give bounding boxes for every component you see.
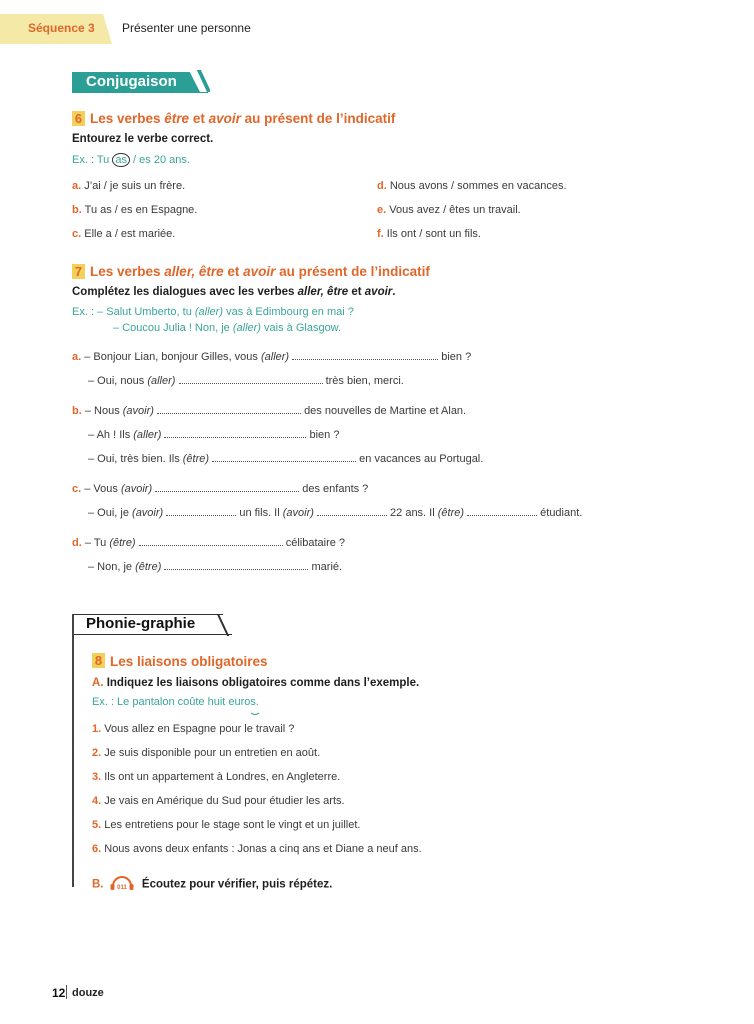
dialogue-a-line-1: a. – Bonjour Lian, bonjour Gilles, vous (aller) bien ? <box>72 351 472 363</box>
dialogue-a-line-2: – Oui, nous (aller) très bien, merci. <box>88 375 404 387</box>
dialogue-b-line-3: – Oui, très bien. Ils (être) en vacances au Portugal. <box>88 453 484 465</box>
exercise-6-item-a: a. J’ai / je suis un frère. <box>72 180 186 192</box>
dialogue-b-line-1: b. – Nous (avoir) des nouvelles de Martine et Alan. <box>72 405 467 417</box>
exercise-8-instruction-a: A. Indiquez les liaisons obligatoires comme dans l’exemple. <box>92 677 420 689</box>
blank-line[interactable] <box>164 560 308 570</box>
exercise-6-item-c: c. Elle a / est mariée. <box>72 228 176 240</box>
headphones-icon[interactable] <box>109 875 135 894</box>
conjugaison-banner-edge <box>196 70 210 92</box>
circled-answer: as <box>112 153 130 167</box>
blank-line[interactable] <box>166 506 236 516</box>
dialogue-c-line-2: – Oui, je (avoir) un fils. Il (avoir) 22 ans. Il (être) étudiant. <box>88 507 583 519</box>
blank-line[interactable] <box>317 506 387 516</box>
exercise-6-instruction: Entourez le verbe correct. <box>72 133 214 145</box>
phonie-side-rule <box>72 614 74 887</box>
exercise-6-item-f: f. Ils ont / sont un fils. <box>377 228 481 240</box>
exercise-6-item-b: b. Tu as / es en Espagne. <box>72 204 198 216</box>
dialogue-d-line-2: – Non, je (être) marié. <box>88 561 343 573</box>
blank-line[interactable] <box>179 374 323 384</box>
exercise-8-item-5: 5. Les entretiens pour le stage sont le vingt et un juillet. <box>92 819 361 831</box>
phonie-banner-edge <box>216 614 230 636</box>
exercise-6-title: Les verbes être et avoir au présent de l’indicatif <box>90 111 396 126</box>
exercise-6-item-d: d. Nous avons / sommes en vacances. <box>377 180 567 192</box>
blank-line[interactable] <box>157 404 301 414</box>
audio-track-number: 011 <box>116 885 127 891</box>
exercise-8-item-2: 2. Je suis disponible pour un entretien en août. <box>92 747 321 759</box>
exercise-8-number: 8 <box>92 653 105 668</box>
blank-line[interactable] <box>292 350 438 360</box>
exercise-8-item-6: 6. Nous avons deux enfants : Jonas a cinq ans et Diane a neuf ans. <box>92 843 422 855</box>
footer-divider <box>66 985 67 999</box>
conjugaison-rule <box>72 92 208 93</box>
exercise-8-instruction-b: B. 011 Écoutez pour vérifier, puis répétez. <box>92 875 332 894</box>
blank-line[interactable] <box>212 452 356 462</box>
exercise-8-item-3: 3. Ils ont un appartement à Londres, en Angleterre. <box>92 771 341 783</box>
page-number-word: douze <box>72 987 104 999</box>
exercise-8-title: Les liaisons obligatoires <box>110 654 268 669</box>
conjugaison-banner-text: Conjugaison <box>86 73 177 90</box>
exercise-7-example-line-2: – Coucou Julia ! Non, je (aller) vais à Glasgow. <box>113 322 342 334</box>
blank-line[interactable] <box>139 536 283 546</box>
blank-line[interactable] <box>164 428 306 438</box>
liaison-mark <box>249 708 261 715</box>
dialogue-c-line-1: c. – Vous (avoir) des enfants ? <box>72 483 369 495</box>
exercise-6-number: 6 <box>72 111 85 126</box>
blank-line[interactable] <box>467 506 537 516</box>
phonie-rule <box>72 634 232 635</box>
phonie-banner-text: Phonie-graphie <box>86 615 196 632</box>
exercise-6-item-e: e. Vous avez / êtes un travail. <box>377 204 521 216</box>
exercise-7-instruction: Complétez les dialogues avec les verbes aller, être et avoir. <box>72 286 396 298</box>
dialogue-d-line-1: d. – Tu (être) célibataire ? <box>72 537 346 549</box>
exercise-8-example: Ex. : Le pantalon coûte huit euros. <box>92 696 259 708</box>
dialogue-b-line-2: – Ah ! Ils (aller) bien ? <box>88 429 340 441</box>
sequence-label: Séquence 3 <box>28 21 95 35</box>
page-number: 12 <box>52 986 66 1000</box>
blank-line[interactable] <box>155 482 299 492</box>
exercise-7-example-line-1: Ex. : – Salut Umberto, tu (aller) vas à Edimbourg en mai ? <box>72 306 354 318</box>
exercise-7-title: Les verbes aller, être et avoir au présent de l’indicatif <box>90 264 430 279</box>
exercise-8-item-1: 1. Vous allez en Espagne pour le travail ? <box>92 723 295 735</box>
exercise-6-example: Ex. : Tu as / es 20 ans. <box>72 154 190 166</box>
sequence-title: Présenter une personne <box>122 21 251 35</box>
exercise-8-item-4: 4. Je vais en Amérique du Sud pour étudier les arts. <box>92 795 345 807</box>
exercise-7-number: 7 <box>72 264 85 279</box>
